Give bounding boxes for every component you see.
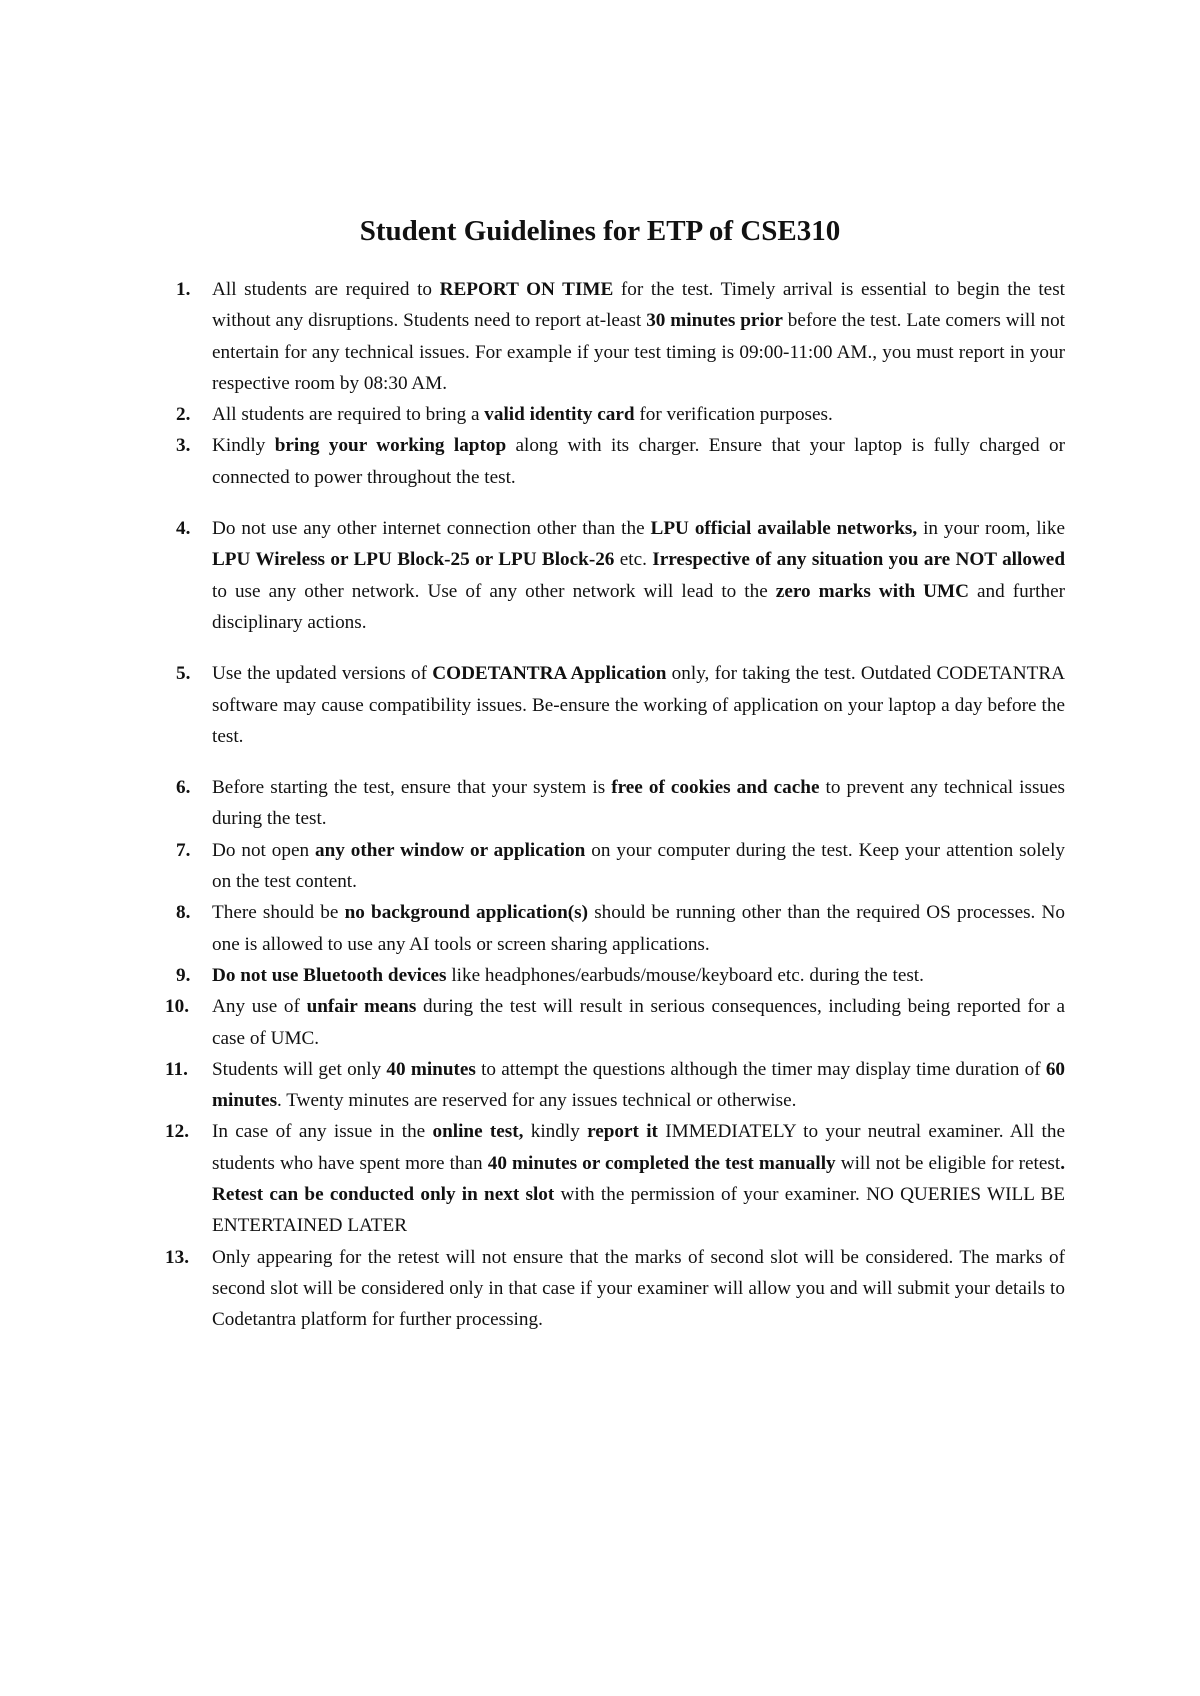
guideline-emphasis: LPU Wireless or LPU Block-25 or LPU Block-26 <box>212 549 615 571</box>
guideline-text: should be running other than the required OS processes. No one is allowed to use any AI tools or screen sharing applications. <box>212 902 1065 955</box>
guideline-text: for verification purposes. <box>634 404 833 426</box>
guideline-text: kindly <box>523 1121 588 1143</box>
guideline-emphasis: online test, <box>432 1121 524 1143</box>
guideline-text: Do not open <box>212 839 316 861</box>
guideline-emphasis: . Retest can be conducted only in next slot <box>212 1152 1065 1206</box>
guideline-text: in your room, like <box>917 518 1066 540</box>
guideline-text: Do not use any other internet connection other than the <box>212 518 651 540</box>
guideline-text: for the test. Timely arrival is essential to begin the test without any disruptions. Students need to report at-least <box>212 279 1065 332</box>
guideline-number: 8. <box>176 902 191 924</box>
guideline-emphasis: LPU official available networks, <box>650 518 918 540</box>
guideline-text: In case of any issue in the <box>212 1121 433 1143</box>
guideline-emphasis: no background application(s) <box>344 902 588 924</box>
guideline-emphasis: CODETANTRA Application <box>432 663 667 685</box>
guideline-text: Before starting the test, ensure that your system is <box>212 777 612 799</box>
guideline-item <box>165 897 1065 960</box>
guideline-emphasis: zero marks with UMC <box>775 580 969 602</box>
guideline-number: 6. <box>176 777 191 799</box>
guideline-number: 7. <box>176 839 191 861</box>
guideline-number: 9. <box>176 964 191 986</box>
guideline-number: 1. <box>176 279 191 300</box>
guideline-emphasis: 60 minutes <box>212 1058 1066 1112</box>
guideline-number: 13. <box>165 1246 189 1268</box>
guideline-number: 3. <box>176 435 191 457</box>
guideline-text: IMMEDIATELY to your neutral examiner. All the students who have spent more than <box>212 1121 1065 1174</box>
guideline-item <box>165 1116 1065 1241</box>
guideline-text: Students will get only <box>212 1058 387 1080</box>
guideline-emphasis: report it <box>587 1121 658 1143</box>
guideline-text: to use any other network. Use of any other network will lead to the <box>212 580 776 602</box>
guideline-text: like headphones/earbuds/mouse/keyboard etc. during the test. <box>446 964 924 986</box>
guidelines-list <box>165 274 1065 1336</box>
guideline-text: to prevent any technical issues during the test. <box>212 777 1065 830</box>
guideline-item <box>165 399 1065 430</box>
document-title: Student Guidelines for ETP of CSE310 <box>359 215 841 247</box>
guideline-item <box>165 513 1065 638</box>
guideline-number: 12. <box>165 1121 189 1143</box>
guideline-text: along with its charger. Ensure that your laptop is fully charged or connected to power throughout the test. <box>212 435 1066 488</box>
guideline-item <box>165 1242 1065 1336</box>
guideline-text: Any use of <box>212 996 307 1018</box>
guideline-item <box>165 960 1065 991</box>
guideline-number: 2. <box>176 404 191 426</box>
guideline-text: Kindly <box>212 435 275 457</box>
guideline-text: with the permission of your examiner. NO QUERIES WILL BE ENTERTAINED LATER <box>212 1184 1065 1237</box>
guideline-emphasis: bring your working laptop <box>274 435 507 457</box>
guideline-emphasis: REPORT ON TIME <box>439 279 614 300</box>
guideline-text: will not be eligible for retest <box>835 1152 1061 1174</box>
guideline-number: 11. <box>165 1058 188 1080</box>
guideline-item <box>165 991 1065 1054</box>
guideline-text: Use the updated versions of <box>212 663 433 685</box>
guideline-emphasis: 30 minutes prior <box>646 310 783 332</box>
guideline-emphasis: Irrespective of any situation you are NOT allowed <box>652 549 1065 571</box>
guideline-number: 5. <box>176 663 191 685</box>
guideline-text: on your computer during the test. Keep your attention solely on the test content. <box>212 839 1065 893</box>
guideline-text: to attempt the questions although the timer may display time duration of <box>475 1058 1046 1080</box>
guideline-emphasis: 40 minutes or completed the test manually <box>487 1152 836 1174</box>
guideline-text: during the test will result in serious consequences, including being reported for a case of UMC. <box>212 996 1065 1049</box>
guideline-emphasis: valid identity card <box>484 404 635 426</box>
guideline-emphasis: Do not use Bluetooth devices <box>212 964 447 986</box>
guideline-text: before the test. Late comers will not entertain for any technical issues. For example if your test timing is 09:00-11:00 AM., you must report in your respective room by 08:30 AM. <box>212 310 1065 394</box>
guideline-text: All students are required to <box>212 279 440 300</box>
guideline-item <box>165 430 1065 493</box>
guideline-item <box>165 274 1065 399</box>
guideline-text: There should be <box>212 902 345 924</box>
guideline-item <box>165 835 1065 898</box>
guideline-item <box>165 1054 1065 1117</box>
guideline-number: 4. <box>176 518 191 540</box>
guideline-emphasis: free of cookies and cache <box>611 777 820 799</box>
guideline-text: All students are required to bring a <box>212 404 485 426</box>
guideline-text: only, for taking the test. Outdated CODETANTRA software may cause compatibility issues. Be-ensure the working of application on your laptop a day before the test. <box>212 663 1065 747</box>
guideline-number: 10. <box>165 996 189 1018</box>
guideline-text: and further disciplinary actions. <box>212 580 1065 633</box>
guideline-text: . Twenty minutes are reserved for any issues technical or otherwise. <box>277 1090 797 1112</box>
guideline-text: Only appearing for the retest will not ensure that the marks of second slot will be considered. The marks of second slot will be considered only in that case if your examiner will allow you and will submit your details to Codetantra platform for further processing. <box>212 1246 1065 1331</box>
guideline-item <box>165 658 1065 752</box>
guideline-emphasis: 40 minutes <box>386 1058 476 1080</box>
guideline-text: etc. <box>614 549 653 571</box>
guideline-emphasis: any other window or application <box>315 839 586 861</box>
guideline-item <box>165 772 1065 835</box>
guideline-emphasis: unfair means <box>306 996 417 1018</box>
